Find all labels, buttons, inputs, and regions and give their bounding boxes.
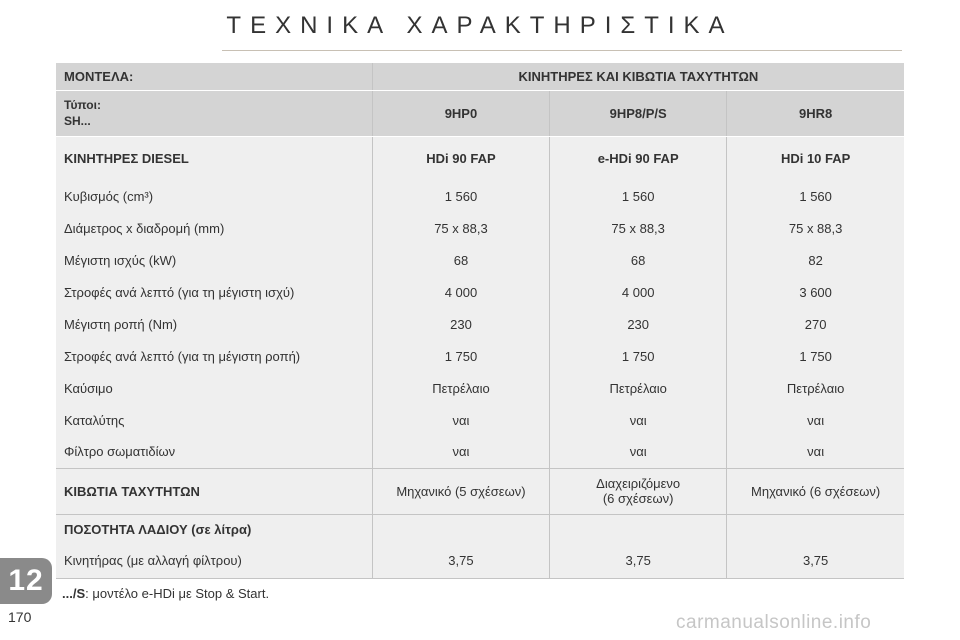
sh-label: SH... bbox=[64, 114, 91, 128]
row-value: Πετρέλαιο bbox=[727, 372, 904, 404]
types-label-cell bbox=[56, 90, 372, 136]
row-label: Καύσιμο bbox=[56, 372, 372, 404]
gearbox-value: Μηχανικό (6 σχέσεων) bbox=[727, 468, 904, 514]
types-row bbox=[56, 90, 904, 136]
oil-row bbox=[56, 544, 904, 578]
type-code: 9HR8 bbox=[727, 90, 904, 136]
gearbox-row bbox=[56, 468, 904, 514]
row-value: ναι bbox=[727, 404, 904, 436]
row-value: 82 bbox=[727, 244, 904, 276]
row-value: 230 bbox=[372, 308, 549, 340]
diesel-engines-label: ΚΙΝΗΤΗΡΕΣ DIESEL bbox=[56, 136, 372, 180]
footnote-text: : μοντέλο e-HDi με Stop & Start. bbox=[85, 586, 270, 601]
row-value: 75 x 88,3 bbox=[550, 212, 727, 244]
row-value: ναι bbox=[550, 436, 727, 468]
row-value: 68 bbox=[550, 244, 727, 276]
table-row bbox=[56, 340, 904, 372]
oil-section-row bbox=[56, 514, 904, 544]
row-value: Πετρέλαιο bbox=[372, 372, 549, 404]
oil-quantity-label: ΠΟΣΟΤΗΤΑ ΛΑΔΙΟΥ (σε λίτρα) bbox=[56, 514, 372, 544]
row-label: Στροφές ανά λεπτό (για τη μέγιστη ροπή) bbox=[56, 340, 372, 372]
chapter-tab bbox=[0, 558, 52, 604]
table-row bbox=[56, 404, 904, 436]
table-row bbox=[56, 276, 904, 308]
engine-name: HDi 10 FAP bbox=[727, 136, 904, 180]
engines-gearboxes-header: ΚΙΝΗΤΗΡΕΣ ΚΑΙ ΚΙΒΩΤΙΑ ΤΑΧΥΤΗΤΩΝ bbox=[372, 63, 904, 90]
row-label: Μέγιστη ροπή (Nm) bbox=[56, 308, 372, 340]
table-row bbox=[56, 212, 904, 244]
row-value: ναι bbox=[727, 436, 904, 468]
row-value: 1 560 bbox=[727, 180, 904, 212]
models-label: ΜΟΝΤΕΛΑ: bbox=[56, 63, 372, 90]
table-row bbox=[56, 180, 904, 212]
row-value: ναι bbox=[372, 404, 549, 436]
oil-value: 3,75 bbox=[727, 544, 904, 578]
title-divider bbox=[222, 50, 902, 51]
row-label: Κυβισμός (cm³) bbox=[56, 180, 372, 212]
table-row bbox=[56, 244, 904, 276]
watermark: carmanualsonline.info bbox=[676, 612, 872, 633]
oil-value: 3,75 bbox=[550, 544, 727, 578]
row-value: 3 600 bbox=[727, 276, 904, 308]
table-row bbox=[56, 308, 904, 340]
row-value: 68 bbox=[372, 244, 549, 276]
row-value: 270 bbox=[727, 308, 904, 340]
table-row bbox=[56, 436, 904, 468]
row-label: Φίλτρο σωματιδίων bbox=[56, 436, 372, 468]
specifications-table bbox=[56, 63, 904, 579]
oil-value: 3,75 bbox=[372, 544, 549, 578]
page-title: ΤΕΧΝΙΚΑ ΧΑΡΑΚΤΗΡΙΣΤΙΚΑ bbox=[226, 12, 734, 39]
row-label: Καταλύτης bbox=[56, 404, 372, 436]
row-value: 75 x 88,3 bbox=[727, 212, 904, 244]
table-row bbox=[56, 372, 904, 404]
row-value: 1 560 bbox=[550, 180, 727, 212]
type-code: 9HP8/P/S bbox=[550, 90, 727, 136]
types-label: Τύποι: bbox=[64, 98, 101, 112]
gearbox-value: Μηχανικό (5 σχέσεων) bbox=[372, 468, 549, 514]
row-value: 1 750 bbox=[727, 340, 904, 372]
row-value: ναι bbox=[372, 436, 549, 468]
row-label: Διάμετρος x διαδρομή (mm) bbox=[56, 212, 372, 244]
row-value: Πετρέλαιο bbox=[550, 372, 727, 404]
empty-cell bbox=[372, 514, 549, 544]
row-value: 4 000 bbox=[372, 276, 549, 308]
footnote bbox=[62, 586, 269, 601]
row-label: Μέγιστη ισχύς (kW) bbox=[56, 244, 372, 276]
table-header-row bbox=[56, 63, 904, 90]
engine-name: e-HDi 90 FAP bbox=[550, 136, 727, 180]
page-number: 170 bbox=[8, 609, 32, 625]
type-code: 9HP0 bbox=[372, 90, 549, 136]
gearbox-value-line: Διαχειριζόμενο bbox=[596, 476, 681, 491]
gearbox-label: ΚΙΒΩΤΙΑ ΤΑΧΥΤΗΤΩΝ bbox=[56, 468, 372, 514]
row-value: 1 750 bbox=[372, 340, 549, 372]
engine-section-row bbox=[56, 136, 904, 180]
footnote-key: .../S bbox=[62, 586, 86, 601]
row-value: 230 bbox=[550, 308, 727, 340]
row-value: 75 x 88,3 bbox=[372, 212, 549, 244]
gearbox-value-cell bbox=[550, 468, 727, 514]
chapter-number: 12 bbox=[8, 564, 44, 597]
row-value: 4 000 bbox=[550, 276, 727, 308]
row-label: Στροφές ανά λεπτό (για τη μέγιστη ισχύ) bbox=[56, 276, 372, 308]
oil-row-label: Κινητήρας (με αλλαγή φίλτρου) bbox=[56, 544, 372, 578]
empty-cell bbox=[727, 514, 904, 544]
row-value: 1 750 bbox=[550, 340, 727, 372]
row-value: ναι bbox=[550, 404, 727, 436]
row-value: 1 560 bbox=[372, 180, 549, 212]
empty-cell bbox=[550, 514, 727, 544]
gearbox-value-line: (6 σχέσεων) bbox=[602, 491, 674, 506]
engine-name: HDi 90 FAP bbox=[372, 136, 549, 180]
